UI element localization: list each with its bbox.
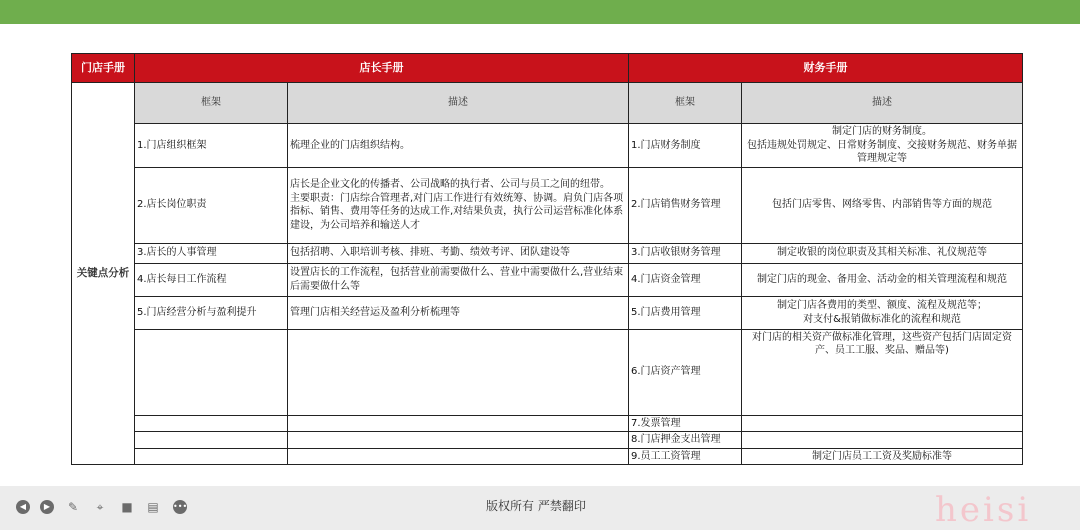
finance-desc-cell <box>742 432 1023 449</box>
table-row <box>72 432 1023 449</box>
finance-desc-cell: 对门店的相关资产做标准化管理，这些资产包括门店固定资产、员工工服、奖品、赠品等) <box>742 329 1023 415</box>
manager-frame-cell: 2.店长岗位职责 <box>135 167 288 243</box>
finance-desc-header: 描述 <box>742 83 1023 124</box>
table-row <box>72 243 1023 263</box>
next-icon[interactable]: ▶ <box>40 500 54 514</box>
empty-cell <box>288 415 629 432</box>
finance-desc-cell: 制定门店员工工资及奖励标准等 <box>742 448 1023 465</box>
handbook-table <box>71 53 1023 465</box>
finance-frame-cell: 7.发票管理 <box>629 415 742 432</box>
camera-icon[interactable]: ■ <box>121 500 133 514</box>
more-icon[interactable]: ••• <box>173 500 187 514</box>
finance-desc-cell: 制定门店的现金、备用金、活动金的相关管理流程和规范 <box>742 263 1023 296</box>
top-accent-bar <box>0 0 1080 24</box>
manager-desc-cell: 设置店长的工作流程，包括营业前需要做什么、营业中需要做什么,营业结束后需要做什么等 <box>288 263 629 296</box>
presentation-footer <box>0 486 1080 529</box>
finance-frame-cell: 3.门店收银财务管理 <box>629 243 742 263</box>
manager-desc-header: 描述 <box>288 83 629 124</box>
finance-desc-cell: 制定门店各费用的类型、额度、流程及规范等； 对支付&报销做标准化的流程和规范 <box>742 296 1023 329</box>
copyright-text: 版权所有 严禁翻印 <box>486 499 586 513</box>
finance-frame-cell: 4.门店资金管理 <box>629 263 742 296</box>
manager-desc-cell: 店长是企业文化的传播者、公司战略的执行者、公司与员工之间的纽带。 主要职责：门店综合管理者,对门店工作进行有效统筹、协调。肩负门店各项指标、销售、费用等任务的达成工作,对结果负责，执行公司运营标准化体系建设，为公司培养和输送人才 <box>288 167 629 243</box>
finance-frame-cell: 1.门店财务制度 <box>629 124 742 168</box>
prev-icon[interactable]: ◀ <box>16 500 30 514</box>
subtitle-icon[interactable]: ▤ <box>147 500 159 514</box>
empty-cell <box>135 415 288 432</box>
slide-canvas <box>0 24 1080 486</box>
finance-desc-cell: 制定门店的财务制度。 包括违规处罚规定、日常财务制度、交接财务规范、财务单据管理规定等 <box>742 124 1023 168</box>
manager-desc-cell: 梳理企业的门店组织结构。 <box>288 124 629 168</box>
watermark: heisi <box>935 490 1032 530</box>
finance-frame-cell: 9.员工工资管理 <box>629 448 742 465</box>
table-row <box>72 124 1023 168</box>
empty-cell <box>288 329 629 415</box>
table-row <box>72 263 1023 296</box>
manager-frame-header: 框架 <box>135 83 288 124</box>
table-row <box>72 448 1023 465</box>
finance-handbook-header: 财务手册 <box>629 54 1023 83</box>
finance-desc-cell: 制定收银的岗位职责及其相关标准、礼仪规范等 <box>742 243 1023 263</box>
empty-cell <box>135 432 288 449</box>
finance-frame-cell: 5.门店费用管理 <box>629 296 742 329</box>
finance-desc-cell: 包括门店零售、网络零售、内部销售等方面的规范 <box>742 167 1023 243</box>
table-row <box>72 415 1023 432</box>
finance-frame-cell: 8.门店押金支出管理 <box>629 432 742 449</box>
focus-icon[interactable]: ⌖ <box>96 500 104 514</box>
empty-cell <box>288 448 629 465</box>
finance-frame-cell: 6.门店资产管理 <box>629 329 742 415</box>
manager-frame-cell: 1.门店组织框架 <box>135 124 288 168</box>
store-handbook-header: 门店手册 <box>72 54 135 83</box>
side-label: 关键点分析 <box>72 83 135 465</box>
manager-frame-cell: 4.店长每日工作流程 <box>135 263 288 296</box>
empty-cell <box>288 432 629 449</box>
finance-frame-header: 框架 <box>629 83 742 124</box>
manager-desc-cell: 管理门店相关经营运及盈利分析梳理等 <box>288 296 629 329</box>
manager-frame-cell: 5.门店经营分析与盈利提升 <box>135 296 288 329</box>
empty-cell <box>135 329 288 415</box>
empty-cell <box>135 448 288 465</box>
table-row <box>72 329 1023 415</box>
finance-frame-cell: 2.门店销售财务管理 <box>629 167 742 243</box>
manager-desc-cell: 包括招聘、入职培训考核、排班、考勤、绩效考评、团队建设等 <box>288 243 629 263</box>
table-row <box>72 167 1023 243</box>
finance-desc-cell <box>742 415 1023 432</box>
pen-icon[interactable]: ✎ <box>67 500 79 514</box>
manager-handbook-header: 店长手册 <box>135 54 629 83</box>
manager-frame-cell: 3.店长的人事管理 <box>135 243 288 263</box>
table-row <box>72 296 1023 329</box>
